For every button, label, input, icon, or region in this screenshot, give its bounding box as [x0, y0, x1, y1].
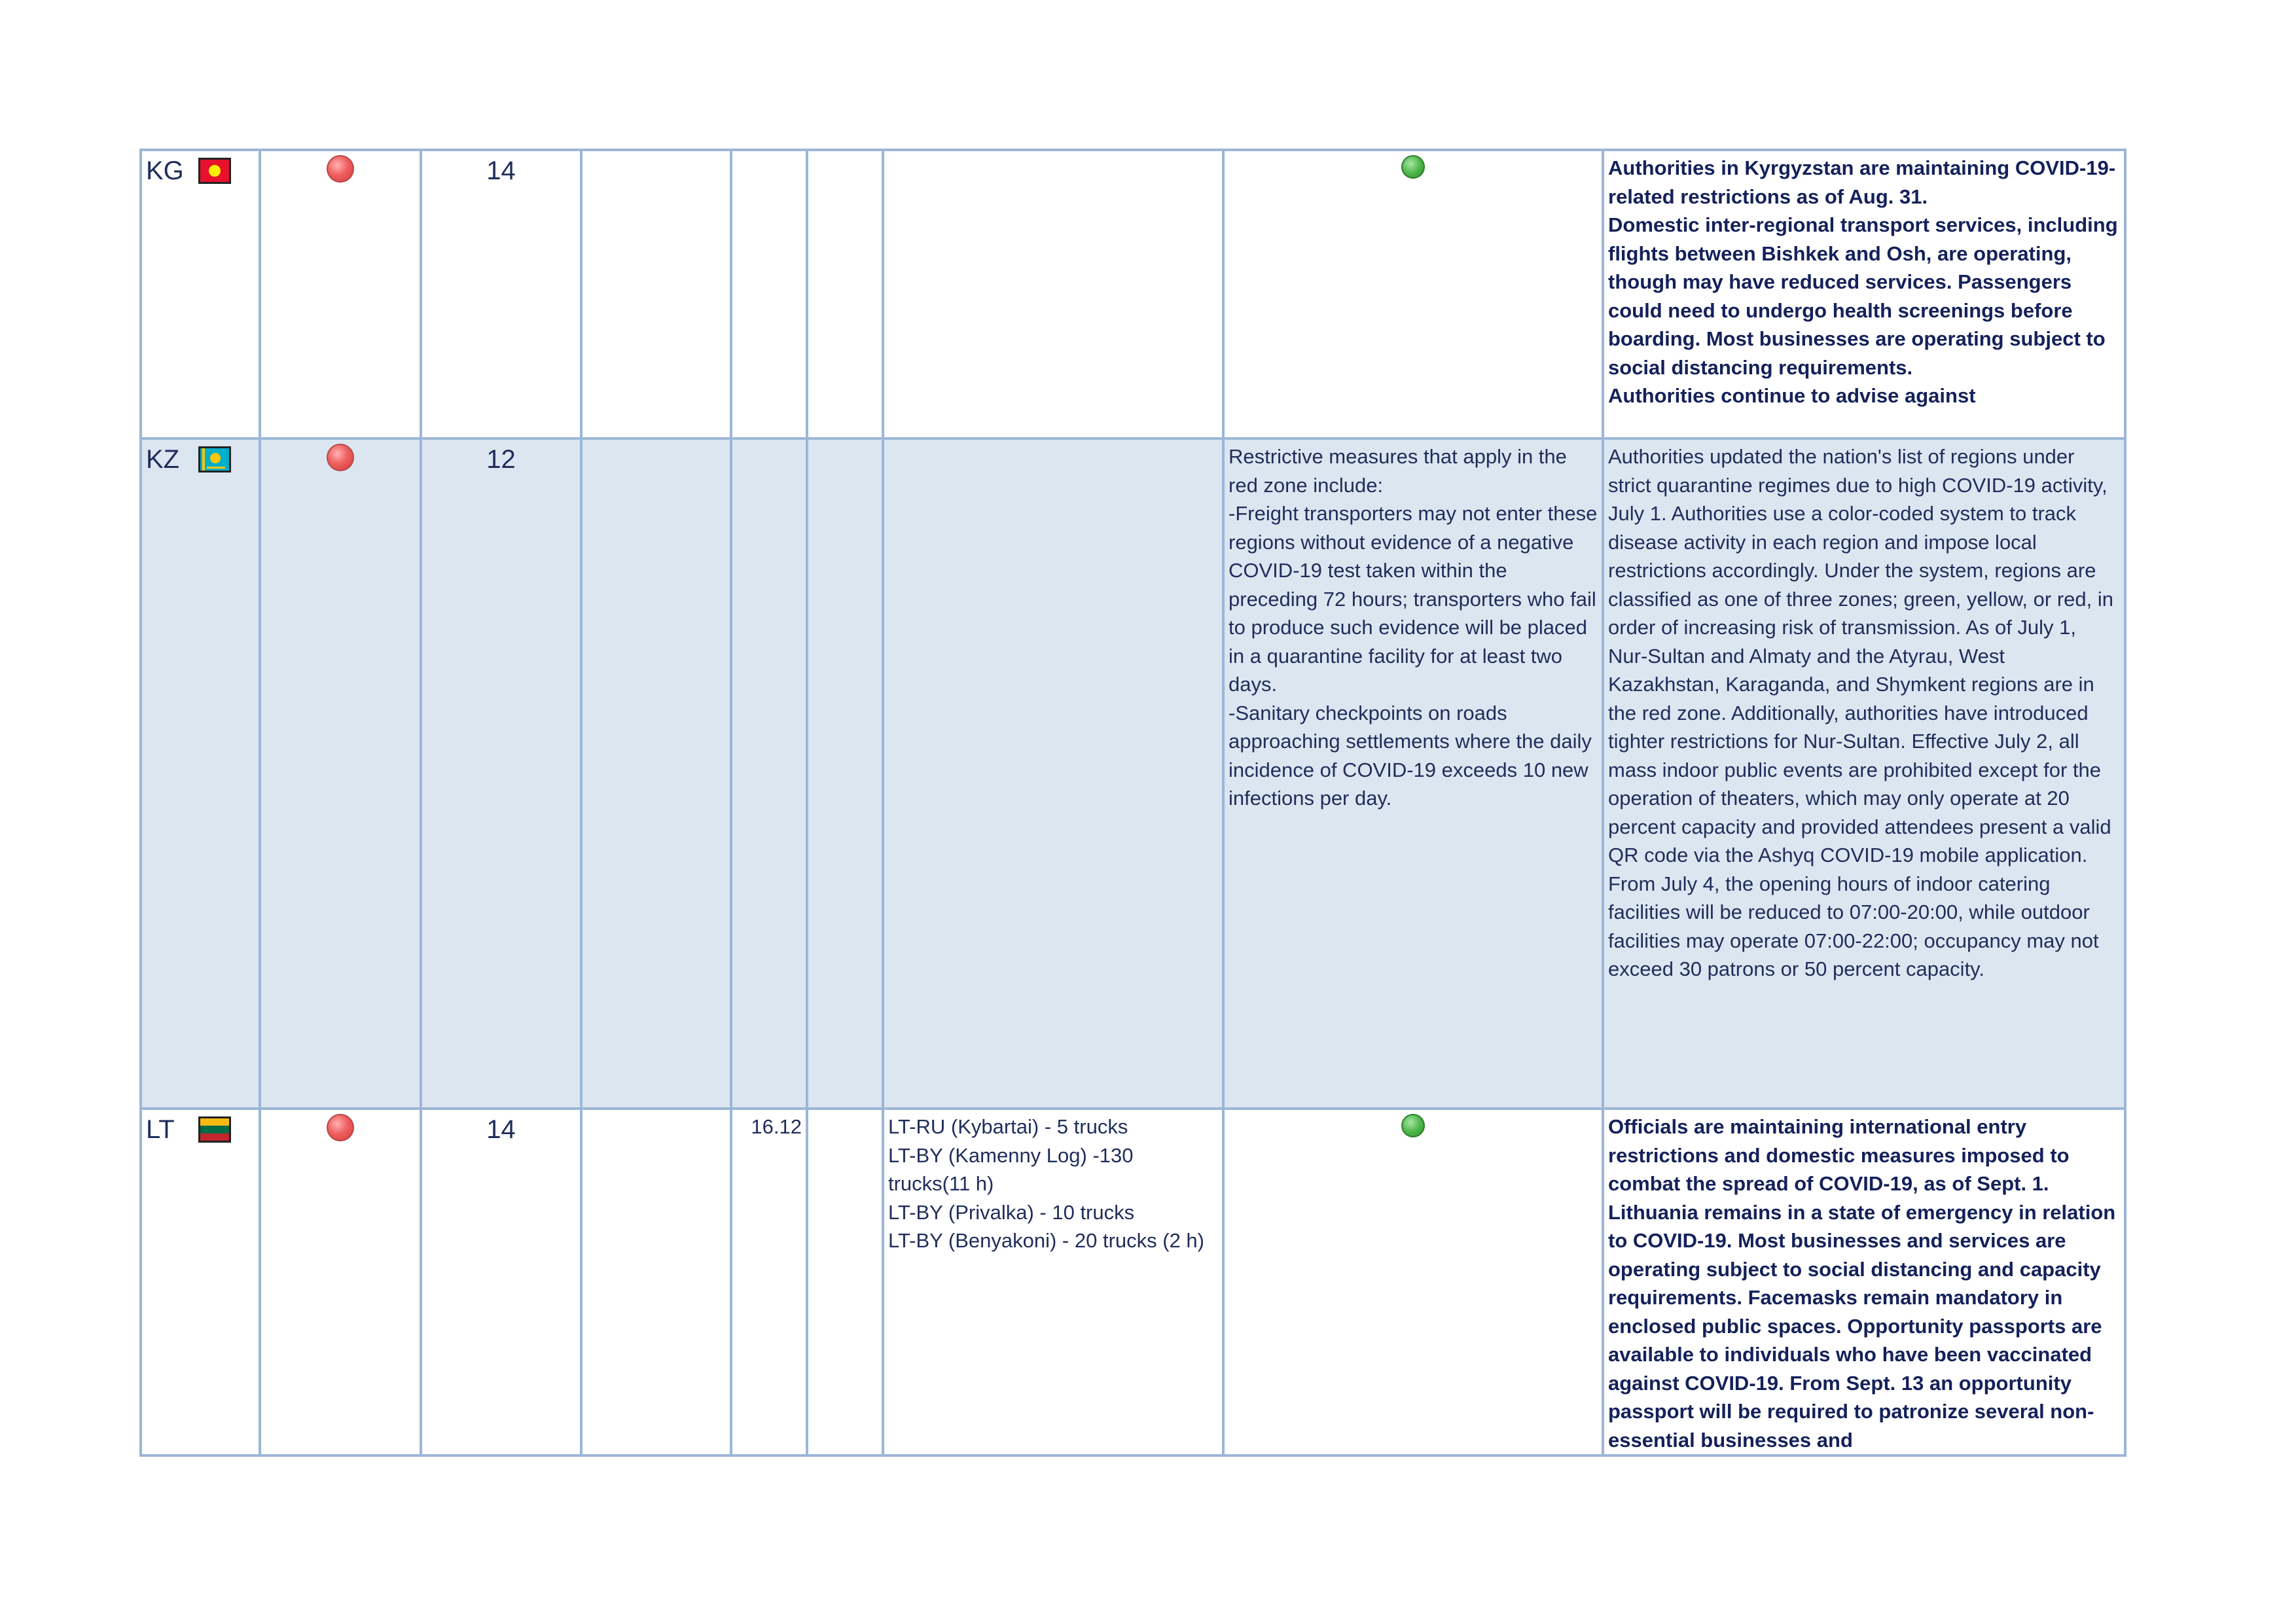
empty-cell [807, 150, 883, 438]
measures-text: Restrictive measures that apply in the red zone include: -Freight transporters may not enter these regions without evidence of a negative COVID-19 test taken within the preceding 72 hours; transporters who fail to produce such evidence will be placed in a quarantine facility for at least two days. -Sanitary checkpoints on roads approaching settlements where the daily incidence of COVID-19 exceeds 10 new infections per day. [1229, 445, 1598, 810]
info-text: Officials are maintaining international entry restrictions and domestic measures imposed to combat the spread of COVID-19, as of Sept. 1. Lithuania remains in a state of emergency in relation to COVID-19. Most businesses and services are operating subject to social distancing and capacity requirements. Facemasks remain mandatory in enclosed public spaces. Opportunity passports are available to individuals who have been vaccinated against COVID-19. From Sept. 13 an opportunity passport will be required to patronize several non-essential businesses and [1608, 1115, 2116, 1452]
info-cell [1603, 150, 2125, 438]
table-row-kz [141, 438, 2125, 1109]
status-cell [260, 438, 421, 1109]
date-value: 16.12 [751, 1115, 802, 1138]
table-row-kg [141, 150, 2125, 438]
days-cell [421, 438, 581, 1109]
red-status-dot-icon [327, 1114, 354, 1141]
date-cell [731, 438, 807, 1109]
waiting-cell [883, 150, 1223, 438]
status-cell [260, 1109, 421, 1455]
empty-cell [807, 1109, 883, 1455]
red-status-dot-icon [327, 444, 354, 471]
empty-cell [581, 1109, 731, 1455]
waiting-cell [883, 438, 1223, 1109]
red-status-dot-icon [327, 155, 354, 183]
date-cell [731, 1109, 807, 1455]
info-cell [1603, 1109, 2125, 1455]
country-code: LT [146, 1115, 175, 1144]
date-value [732, 151, 806, 155]
days-cell [421, 150, 581, 438]
country-code: KG [146, 156, 184, 185]
info-text: Authorities in Kyrgyzstan are maintaining COVID-19-related restrictions as of Aug. 31. Domestic inter-regional transport services, including flights between Bishkek and Osh, are operating, though may have reduced services. Passengers could need to undergo health screenings before boarding. Most businesses are operating subject to social distancing requirements. Authorities continue to advise against [1608, 156, 2118, 407]
days-cell [421, 1109, 581, 1455]
kyrgyzstan-flag-icon [198, 158, 231, 184]
measures-cell [1223, 438, 1603, 1109]
country-cell [141, 438, 260, 1109]
info-text: Authorities updated the nation's list of regions under strict quarantine regimes due to high COVID-19 activity, July 1. Authorities use a color-coded system to track disease activity in each region and impose local restrictions accordingly. Under the system, regions are classified as one of three zones; green, yellow, or red, in order of increasing risk of transmission. As of July 1, Nur-Sultan and Almaty and the Atyrau, West Kazakhstan, Karaganda, and Shymkent regions are in the red zone. Additionally, authorities have introduced tighter restrictions for Nur-Sultan. Effective July 2, all mass indoor public events are prohibited except for the operation of theaters, which may only operate at 20 percent capacity and provided attendees present a valid QR code via the Ashyq COVID-19 mobile application. From July 4, the opening hours of indoor catering facilities will be reduced to 07:00-20:00, while outdoor facilities may operate 07:00-22:00; occupancy may not exceed 30 patrons or 50 percent capacity. [1608, 445, 2113, 980]
kazakhstan-flag-icon [198, 446, 231, 473]
date-value [732, 440, 806, 444]
measures-cell [1223, 150, 1603, 438]
status-cell [260, 150, 421, 438]
country-restrictions-table [139, 149, 2126, 1457]
empty-cell [581, 438, 731, 1109]
empty-cell [807, 438, 883, 1109]
measures-cell [1223, 1109, 1603, 1455]
waiting-cell [883, 1109, 1223, 1455]
country-cell [141, 1109, 260, 1455]
country-code: KZ [146, 445, 180, 474]
country-cell [141, 150, 260, 438]
waiting-text: LT-RU (Kybartai) - 5 trucks LT-BY (Kamenny Log) -130 trucks(11 h) LT-BY (Privalka) - 10 trucks LT-BY (Benyakoni) - 20 trucks (2 h) [888, 1115, 1204, 1252]
lithuania-flag-icon [198, 1116, 231, 1143]
days-value: 14 [486, 156, 516, 185]
days-value: 12 [486, 445, 516, 474]
waiting-text [884, 151, 1222, 154]
green-status-dot-icon [1401, 1114, 1425, 1137]
empty-cell [581, 150, 731, 438]
green-status-dot-icon [1401, 155, 1425, 179]
info-cell [1603, 438, 2125, 1109]
days-value: 14 [486, 1115, 516, 1144]
table-row-lt [141, 1109, 2125, 1455]
date-cell [731, 150, 807, 438]
waiting-text [884, 440, 1222, 442]
